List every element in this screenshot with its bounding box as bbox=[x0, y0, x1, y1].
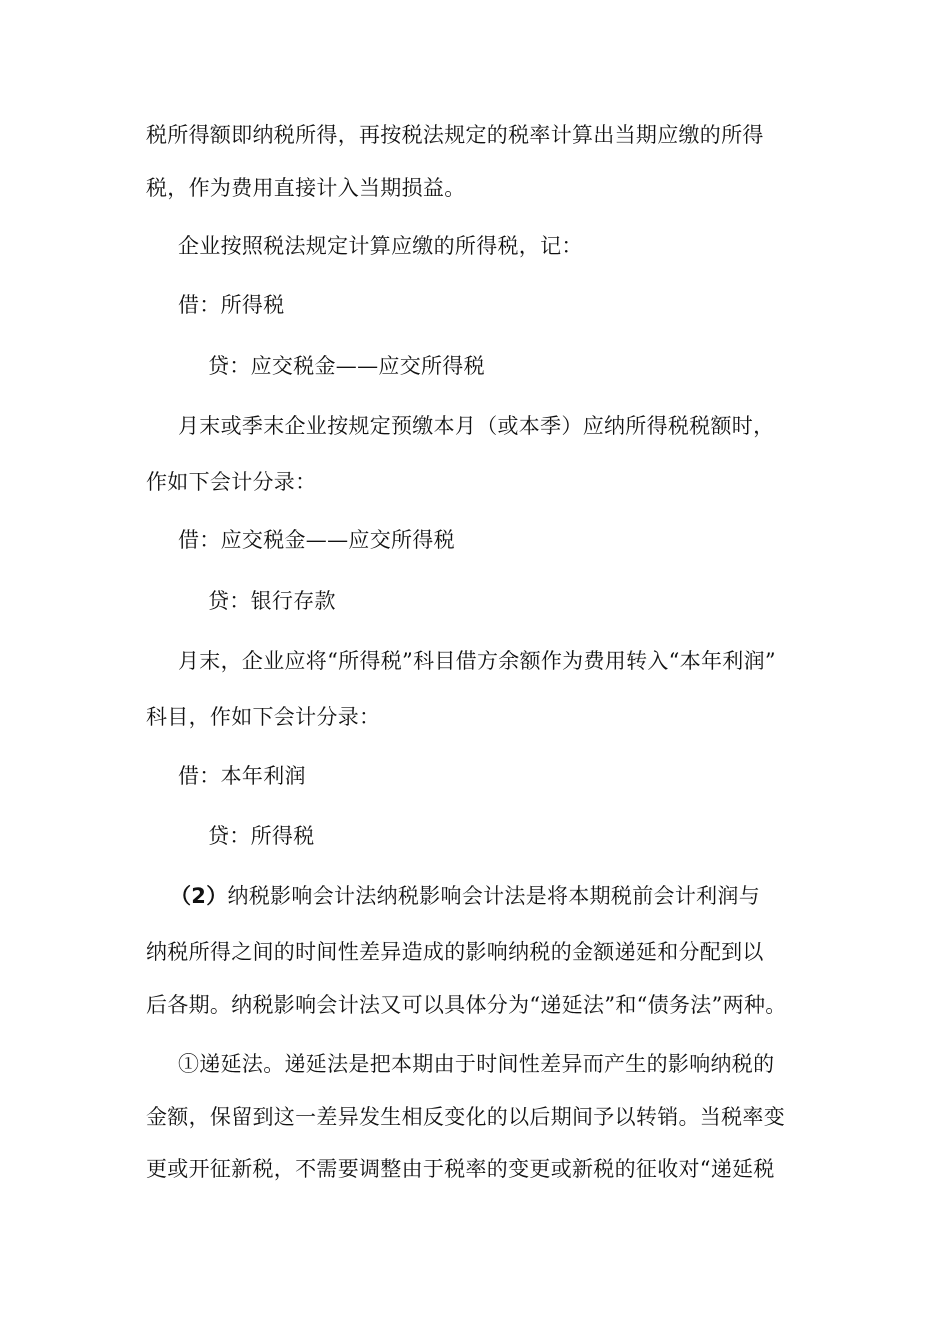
section-number: （2） bbox=[170, 884, 228, 908]
paragraph-line: 科目，作如下会计分录： bbox=[146, 705, 381, 729]
paragraph-line: 企业按照税法规定计算应缴的所得税，记： bbox=[178, 234, 583, 258]
paragraph-line: 税，作为费用直接计入当期损益。 bbox=[146, 176, 466, 200]
paragraph-line: 更或开征新税，不需要调整由于税率的变更或新税的征收对“递延税 bbox=[146, 1157, 775, 1181]
paragraph-line: 月末或季末企业按规定预缴本月（或本季）应纳所得税税额时， bbox=[178, 414, 775, 438]
section-text: 纳税影响会计法纳税影响会计法是将本期税前会计利润与 bbox=[227, 884, 761, 908]
section-heading-line bbox=[170, 881, 760, 911]
paragraph-line: 后各期。纳税影响会计法又可以具体分为“递延法”和“债务法”两种。 bbox=[146, 993, 787, 1017]
credit-entry: 贷：应交税金——应交所得税 bbox=[208, 354, 485, 378]
credit-entry: 贷：银行存款 bbox=[208, 589, 336, 613]
paragraph-line: ①递延法。递延法是把本期由于时间性差异而产生的影响纳税的 bbox=[178, 1052, 775, 1076]
debit-entry: 借：本年利润 bbox=[178, 764, 306, 788]
paragraph-line: 纳税所得之间的时间性差异造成的影响纳税的金额递延和分配到以 bbox=[146, 940, 764, 964]
paragraph-line: 作如下会计分录： bbox=[146, 470, 317, 494]
debit-entry: 借：应交税金——应交所得税 bbox=[178, 528, 455, 552]
debit-entry: 借：所得税 bbox=[178, 293, 285, 317]
credit-entry: 贷：所得税 bbox=[208, 824, 315, 848]
paragraph-line: 金额，保留到这一差异发生相反变化的以后期间予以转销。当税率变 bbox=[146, 1105, 785, 1129]
paragraph-line: 月末，企业应将“所得税”科目借方余额作为费用转入“本年利润” bbox=[178, 649, 776, 673]
paragraph-line: 税所得额即纳税所得，再按税法规定的税率计算出当期应缴的所得 bbox=[146, 123, 764, 147]
